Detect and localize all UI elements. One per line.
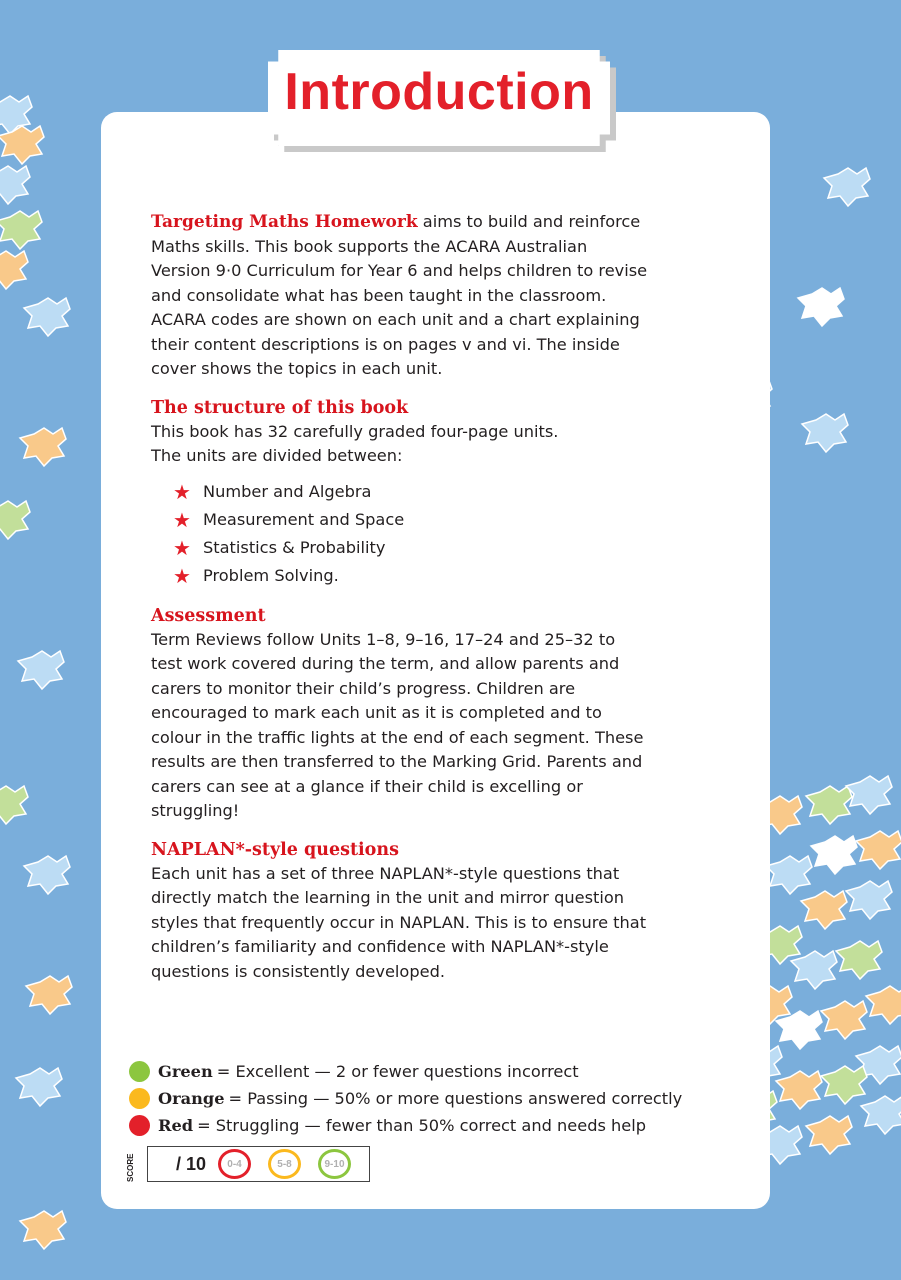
star-icon: ★ — [173, 563, 191, 588]
intro-lead: Targeting Maths Homework — [151, 212, 418, 232]
list-item: ★ Statistics & Probability — [173, 535, 386, 560]
star-icon: ★ — [173, 479, 191, 504]
structure-line1: This book has 32 carefully graded four-page units. — [151, 421, 559, 441]
score-out-of: / 10 — [176, 1153, 207, 1174]
list-item: ★ Number and Algebra — [173, 479, 372, 504]
strand-list — [173, 478, 651, 590]
orange-dot-icon — [129, 1088, 150, 1109]
star-icon: ★ — [173, 535, 191, 560]
list-item: ★ Measurement and Space — [173, 507, 405, 532]
legend-row-orange: Orange = Passing — 50% or more questions answered correctly — [129, 1085, 689, 1112]
structure-line2: The units are divided between: — [151, 446, 403, 465]
star-icon: ★ — [173, 507, 191, 532]
legend-row-red: Red = Struggling — fewer than 50% correct and needs help — [129, 1112, 689, 1139]
score-label: SCORE — [126, 1153, 135, 1182]
traffic-light-legend — [129, 1058, 689, 1139]
naplan-heading: NAPLAN*-style questions — [151, 839, 399, 860]
assessment-heading: Assessment — [151, 605, 266, 626]
structure-heading: The structure of this book — [151, 397, 409, 418]
score-ring-red[interactable]: 0-4 — [218, 1149, 251, 1179]
intro-text: aims to build and reinforce Maths skills. This book supports the ACARA Australian Version 9·0 Curriculum for Year 6 and helps children to revise and consolidate what has been taught in the classroom. ACARA codes are shown on each unit and a chart explaining their content descriptions is on pages v and vi. The inside cover shows the topics in each unit. — [151, 212, 648, 378]
score-box — [147, 1146, 370, 1182]
green-dot-icon — [129, 1061, 150, 1082]
main-content — [151, 210, 651, 984]
list-item: ★ Problem Solving. — [173, 563, 339, 588]
intro-paragraph — [151, 210, 651, 382]
page-title: Introduction — [284, 63, 594, 121]
legend-row-green: Green = Excellent — 2 or fewer questions incorrect — [129, 1058, 689, 1085]
naplan-paragraph: Each unit has a set of three NAPLAN*-style questions that directly match the learning in the unit and mirror question styles that frequently occur in NAPLAN. This is to ensure that children’s familiarity and confidence with NAPLAN*-style questions is consistently developed. — [151, 863, 647, 981]
red-dot-icon — [129, 1115, 150, 1136]
score-ring-green[interactable]: 9-10 — [318, 1149, 351, 1179]
score-ring-orange[interactable]: 5-8 — [268, 1149, 301, 1179]
assessment-paragraph: Term Reviews follow Units 1–8, 9–16, 17–24 and 25–32 to test work covered during the term, and allow parents and carers to monitor their child’s progress. Children are encouraged to mark each unit as it is completed and to colour in the traffic lights at the end of each segment. These results are then transferred to the Marking Grid. Parents and carers can see at a glance if their child is excelling or struggling! — [151, 629, 644, 820]
